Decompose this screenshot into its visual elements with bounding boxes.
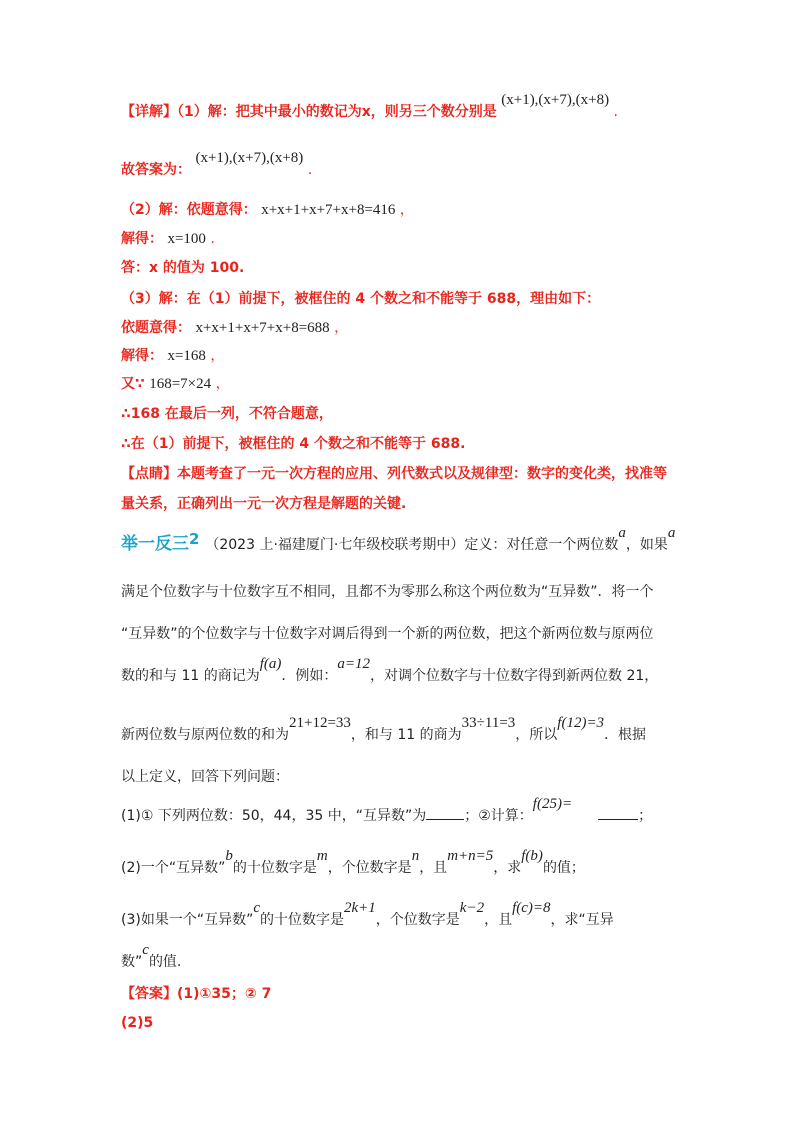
math-expression: 21+12=33: [289, 715, 351, 731]
solution-line-6: （3）解：在（1）前提下，被框住的 4 个数之和不能等于 688，理由如下：: [121, 291, 601, 307]
math-expression: x=168: [167, 348, 206, 364]
solution-line-13: 量关系，正确列出一元一次方程是解题的关键.: [121, 496, 407, 512]
problem-text: ．例如：: [281, 668, 338, 684]
problem-line-6: 以上定义，回答下列问题：: [121, 769, 289, 785]
solution-line-8: [121, 346, 224, 366]
solution-line-2: [121, 150, 313, 180]
question-3-cont: [121, 942, 182, 972]
math-expression: 168=7×24: [149, 376, 212, 392]
problem-line-2: 满足个位数字与十位数字互不相同，且都不为零那么称这个两位数为“互异数”．将一个: [121, 584, 654, 600]
solution-line-3: [121, 200, 414, 220]
solution-line-10: ∴168 在最后一列，不符合题意，: [121, 406, 333, 422]
solution-line-1: [121, 92, 618, 122]
problem-text: 新两位数与原两位数的和为: [121, 727, 289, 743]
solution-line-5: 答：x 的值为 100.: [121, 260, 245, 276]
question-text: (3)如果一个“互异数”: [121, 912, 254, 928]
math-expression: x=100: [167, 231, 206, 247]
math-expression: f(25)=: [532, 796, 573, 812]
math-expression: x+x+1+x+7+x+8=688: [195, 320, 330, 336]
solution-line-11: ∴在（1）前提下，被框住的 4 个数之和不能等于 688.: [121, 436, 466, 452]
solution-text: 解得：: [121, 231, 163, 247]
problem-text: 数的和与 11 的商记为: [121, 668, 260, 684]
problem-line-5: [121, 715, 647, 745]
math-expression: (x+1),(x+7),(x+8): [501, 92, 610, 108]
solution-text: 故答案为：: [121, 162, 191, 178]
question-text: (2)一个“互异数”: [121, 860, 226, 876]
question-2: [121, 848, 585, 878]
punctuation: ，: [210, 348, 225, 364]
math-expression: f(12)=3: [557, 715, 605, 731]
problem-text: ，对调个位数字与十位数字得到新两位数 21，: [370, 668, 659, 684]
solution-text: 【详解】（1）解：把其中最小的数记为x，则另三个数分别是: [121, 104, 497, 120]
math-expression: f(c)=8: [512, 900, 551, 916]
problem-line-4: [121, 656, 659, 686]
punctuation: ，: [215, 376, 230, 392]
answer-blank[interactable]: [426, 819, 464, 820]
punctuation: ，: [334, 320, 349, 336]
problem-text: ，和与 11 的商为: [350, 727, 462, 743]
punctuation: ，: [399, 202, 414, 218]
math-variable: b: [225, 848, 233, 864]
math-expression: k−2: [459, 900, 485, 916]
punctuation: .: [613, 104, 618, 120]
math-variable: a: [667, 525, 676, 541]
question-text: ；②计算：: [464, 808, 533, 824]
solution-text: 又∵: [121, 376, 145, 392]
question-1: [121, 796, 653, 826]
math-variable: m: [316, 848, 328, 864]
math-expression: m+n=5: [447, 848, 494, 864]
question-text: 的值.: [148, 954, 182, 970]
question-text: 的十位数字是: [232, 860, 317, 876]
question-text: 数”: [121, 954, 143, 970]
question-text: (1)① 下列两位数：50，44，35 中，“互异数”为: [121, 808, 427, 824]
solution-line-9: [121, 374, 230, 394]
section-tag-number: 2: [189, 530, 200, 548]
answer-line-2: (2)5: [121, 1015, 154, 1031]
solution-text: （2）解：依题意得：: [121, 202, 257, 218]
question-text: ，且: [484, 912, 513, 928]
problem-text: ．根据: [604, 727, 647, 743]
math-variable: c: [142, 942, 149, 958]
question-text: 的十位数字是: [260, 912, 345, 928]
question-text: ，且: [419, 860, 448, 876]
punctuation: .: [307, 162, 313, 178]
math-variable: a: [618, 525, 626, 541]
solution-text: 依题意得：: [121, 320, 191, 336]
math-expression: f(b): [521, 848, 543, 864]
solution-line-7: [121, 318, 348, 338]
question-text: ，个位数字是: [375, 912, 460, 928]
math-expression: f(a): [259, 656, 282, 672]
math-variable: c: [253, 900, 261, 916]
math-expression: a=12: [337, 656, 371, 672]
math-expression: (x+1),(x+7),(x+8): [195, 150, 304, 166]
problem-text: （2023 上·福建厦门·七年级校联考期中）定义：对任意一个两位数: [205, 537, 619, 553]
problem-text: ，如果: [625, 537, 668, 553]
solution-text: 解得：: [121, 348, 163, 364]
question-text: ，求“互异: [550, 912, 614, 928]
problem-line-1: [121, 525, 676, 555]
punctuation: .: [210, 231, 215, 247]
math-expression: 2k+1: [344, 900, 376, 916]
question-text: 的值；: [542, 860, 585, 876]
question-3: [121, 900, 614, 930]
math-expression: x+x+1+x+7+x+8=416: [261, 202, 396, 218]
question-text: ，个位数字是: [327, 860, 412, 876]
section-tag: [121, 530, 205, 554]
math-expression: 33÷11=3: [461, 715, 516, 731]
math-variable: n: [411, 848, 420, 864]
problem-text: ，所以: [515, 727, 558, 743]
solution-line-12: 【点睛】本题考查了一元一次方程的应用、列代数式以及规律型：数字的变化类，找准等: [121, 466, 667, 482]
question-text: ；: [638, 808, 653, 824]
problem-line-3: “互异数”的个位数字与十位数字对调后得到一个新的两位数，把这个新两位数与原两位: [121, 626, 654, 642]
question-text: ，求: [493, 860, 522, 876]
answer-blank[interactable]: [598, 819, 638, 820]
section-tag-label: 举一反三: [121, 534, 189, 554]
solution-line-4: [121, 229, 215, 249]
answer-line-1: 【答案】(1)①35；② 7: [121, 986, 272, 1002]
